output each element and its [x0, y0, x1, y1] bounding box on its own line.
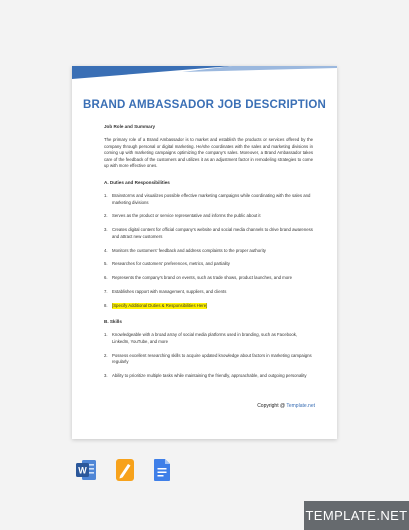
pages-icon[interactable] [115, 458, 135, 482]
list-item-placeholder: 8. [Specify Additional Duties & Responsibilities Here] [104, 302, 208, 308]
list-item: 2. Possess excellent researching skills to acquire updated knowledge about factors in marketing campaigns regularly [104, 352, 312, 365]
list-item: 1. Knowledgeable with a broad array of social media platforms used in branding, such as Facebook, LinkedIn, YouTube, and more [104, 332, 298, 344]
format-icons [75, 458, 171, 482]
list-item: 3. Ability to prioritize multiple tasks while maintaining the friendly, approachable, and outgoing personality [104, 373, 307, 379]
copyright-link[interactable]: Template.net [286, 403, 315, 409]
svg-text:W: W [78, 465, 87, 476]
duties-heading: A. Duties and Responsibilities [104, 179, 170, 185]
copyright-note: Copyright @ Template.net [257, 403, 315, 409]
list-item: 2. Serves as the product or service representative and informs the public about it [104, 213, 261, 219]
list-item: 4. Monitors the customers' feedback and address complaints to the proper authority [104, 247, 266, 253]
list-item: 5. Researches for customers' preferences, metrics, and partiality [104, 261, 230, 267]
google-docs-icon[interactable] [153, 458, 171, 482]
document-title: BRAND AMBASSADOR JOB DESCRIPTION [82, 99, 326, 111]
list-item: 7. Establishes rapport with management, suppliers, and clients [104, 288, 227, 294]
list-item: 3. Creates digital content for official company's website and social media channels to drive brand awareness and attract new customers [104, 227, 313, 239]
list-item: 1. Brainstorms and visualizes possible effective marketing campaigns while coordinating with the sales and marketing divisions [104, 192, 311, 205]
skills-heading: B. Skills [104, 319, 122, 325]
summary-paragraph: The primary role of a Brand Ambassador is to market and establish the products or services offered by the company through personal or digital marketing. He/she coordinates with the sales and marketing divisions in coming up with marketing campaigns optimizing the company's sales. Moreover, a Brand Ambassador takes care of the feedback of the customers and utilizes it as an adjustment factor in remodeling strategies to come up with more effective ones. [104, 137, 313, 169]
template-net-badge[interactable]: TEMPLATE.NET [304, 501, 409, 530]
list-item: 6. Represents the company's brand on events, such as trade shows, product launches, and more [104, 275, 292, 281]
word-icon[interactable] [75, 458, 97, 482]
document-page [72, 66, 337, 439]
document-body [104, 124, 313, 387]
highlighted-placeholder: [Specify Additional Duties & Responsibilities Here] [112, 302, 208, 308]
role-heading: Job Role and Summary [104, 124, 156, 129]
header-banner [72, 66, 337, 80]
